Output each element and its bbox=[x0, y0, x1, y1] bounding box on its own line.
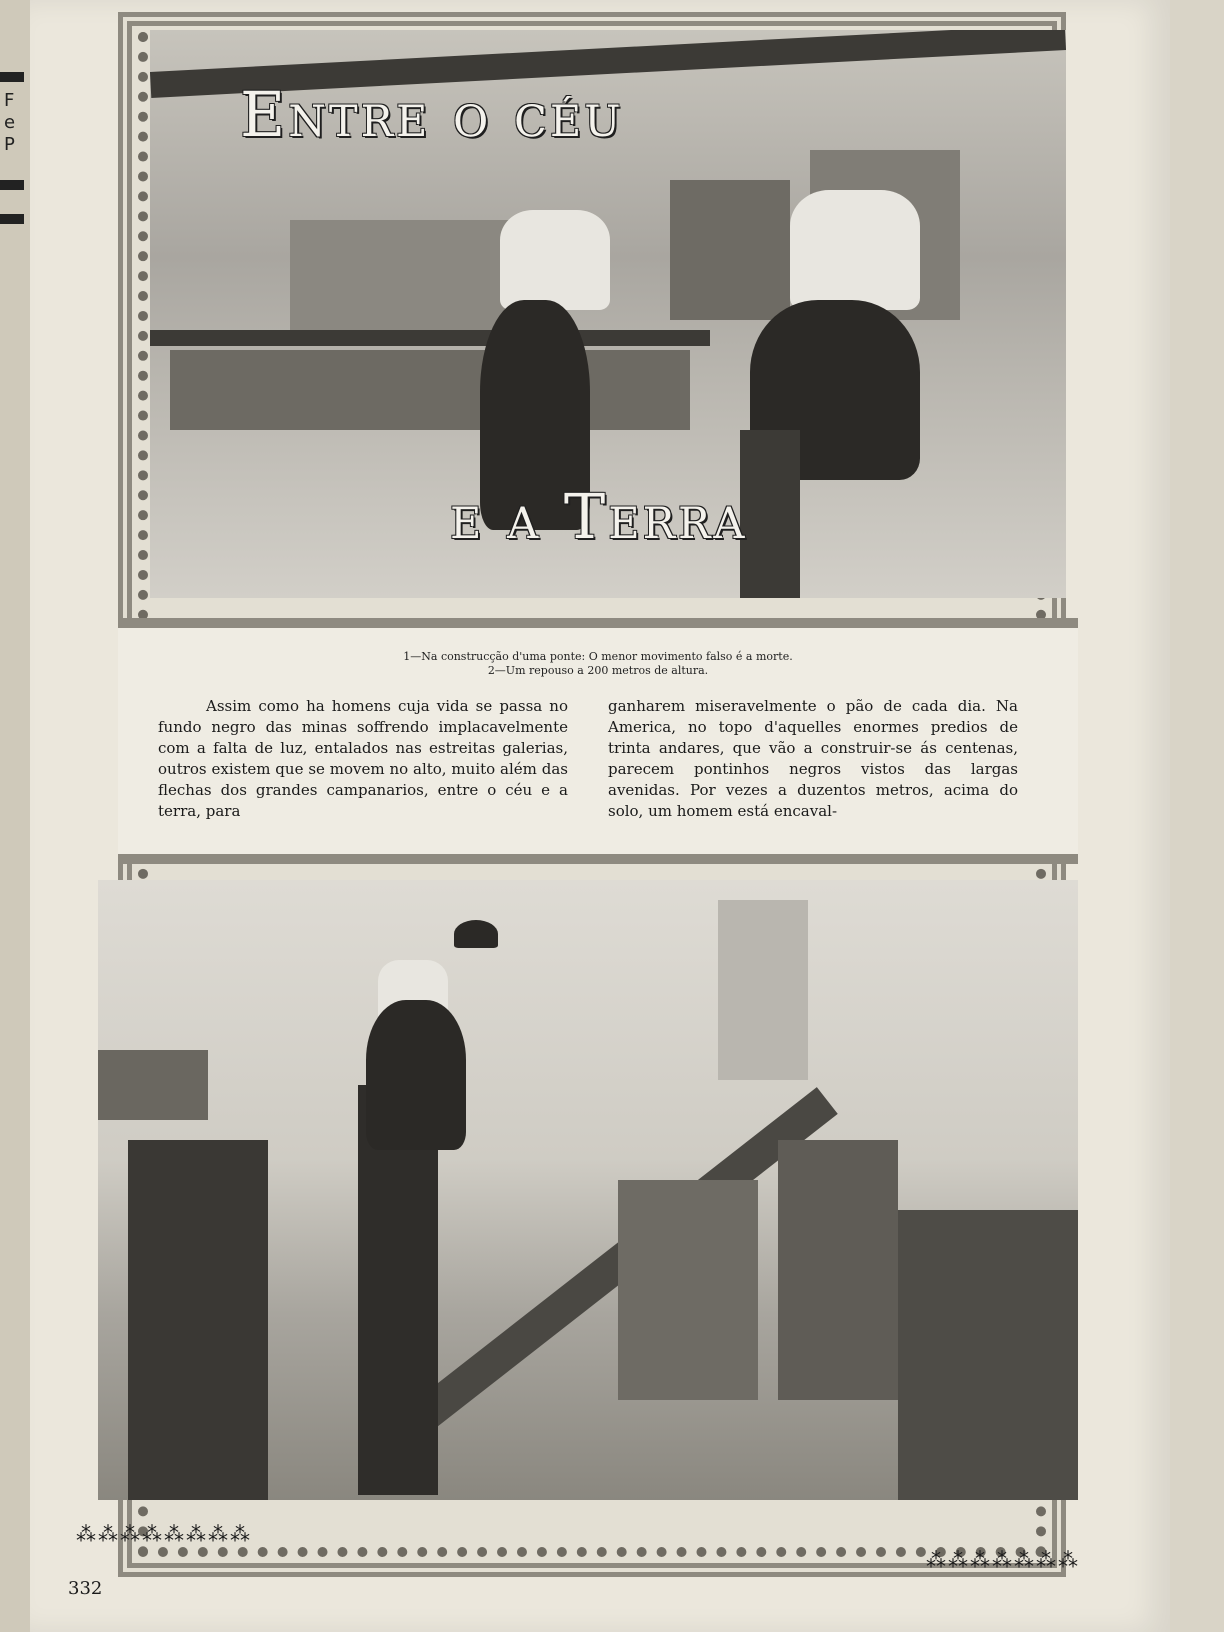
photo-worker-hat bbox=[454, 920, 498, 948]
photo-worker-shirt bbox=[790, 190, 920, 310]
article-text-panel bbox=[118, 618, 1078, 864]
photo-building bbox=[670, 180, 790, 320]
photo-bridge-tower bbox=[718, 900, 808, 1080]
photo-building bbox=[778, 1140, 898, 1400]
article-title-line-1: Entre o céu bbox=[240, 78, 624, 151]
photo-captions bbox=[118, 650, 1078, 678]
previous-page-edge bbox=[0, 0, 34, 1632]
page-edge-letter: P bbox=[4, 134, 15, 155]
page-number: 332 bbox=[68, 1578, 103, 1599]
photo-worker-shirt bbox=[500, 210, 610, 310]
article-title-line-2: e a Terra bbox=[450, 480, 748, 553]
page-edge-mark bbox=[0, 72, 24, 82]
caption-1: 1—Na construcção d'uma ponte: O menor movimento falso é a morte. bbox=[403, 650, 793, 663]
page-edge-mark bbox=[0, 180, 24, 190]
corner-ornament: ⁂⁂⁂⁂⁂⁂⁂ bbox=[926, 1548, 1080, 1572]
photo-steel-beam bbox=[150, 330, 710, 346]
page-edge-mark bbox=[0, 214, 24, 224]
photo-building bbox=[618, 1180, 758, 1400]
article-column-right: ganharem miseravelmente o pão de cada dia. Na America, no topo d'aquelles enormes predios de trinta andares, que vão a construir-se ás centenas, parecem pontinhos negros vistos das largas avenidas. Por vezes a duzentos metros, acima do solo, um homem está encaval- bbox=[608, 697, 1018, 820]
photo-bridge-workers bbox=[150, 30, 1066, 598]
photo-steel-plate bbox=[98, 1050, 208, 1120]
page-edge-letter: F bbox=[4, 90, 15, 111]
photo-seated-worker bbox=[366, 1000, 466, 1150]
corner-ornament: ⁂⁂⁂⁂⁂⁂⁂⁂ bbox=[76, 1522, 252, 1546]
photo-building bbox=[898, 1210, 1078, 1500]
caption-2: 2—Um repouso a 200 metros de altura. bbox=[487, 664, 709, 677]
article-column-left: Assim como ha homens cuja vida se passa no fundo negro das minas soffrendo implacavelmente com a falta de luz, entalados nas estreitas galerias, outros existem que se movem no alto, muito além das flechas dos grandes campanarios, entre o céu e a terra, para bbox=[158, 697, 568, 820]
photo-column bbox=[740, 430, 800, 598]
page-edge-letter: e bbox=[4, 112, 16, 133]
photo-girder bbox=[170, 350, 690, 430]
photo-worker-on-column bbox=[98, 880, 1078, 1500]
photo-steel-column bbox=[128, 1140, 268, 1500]
